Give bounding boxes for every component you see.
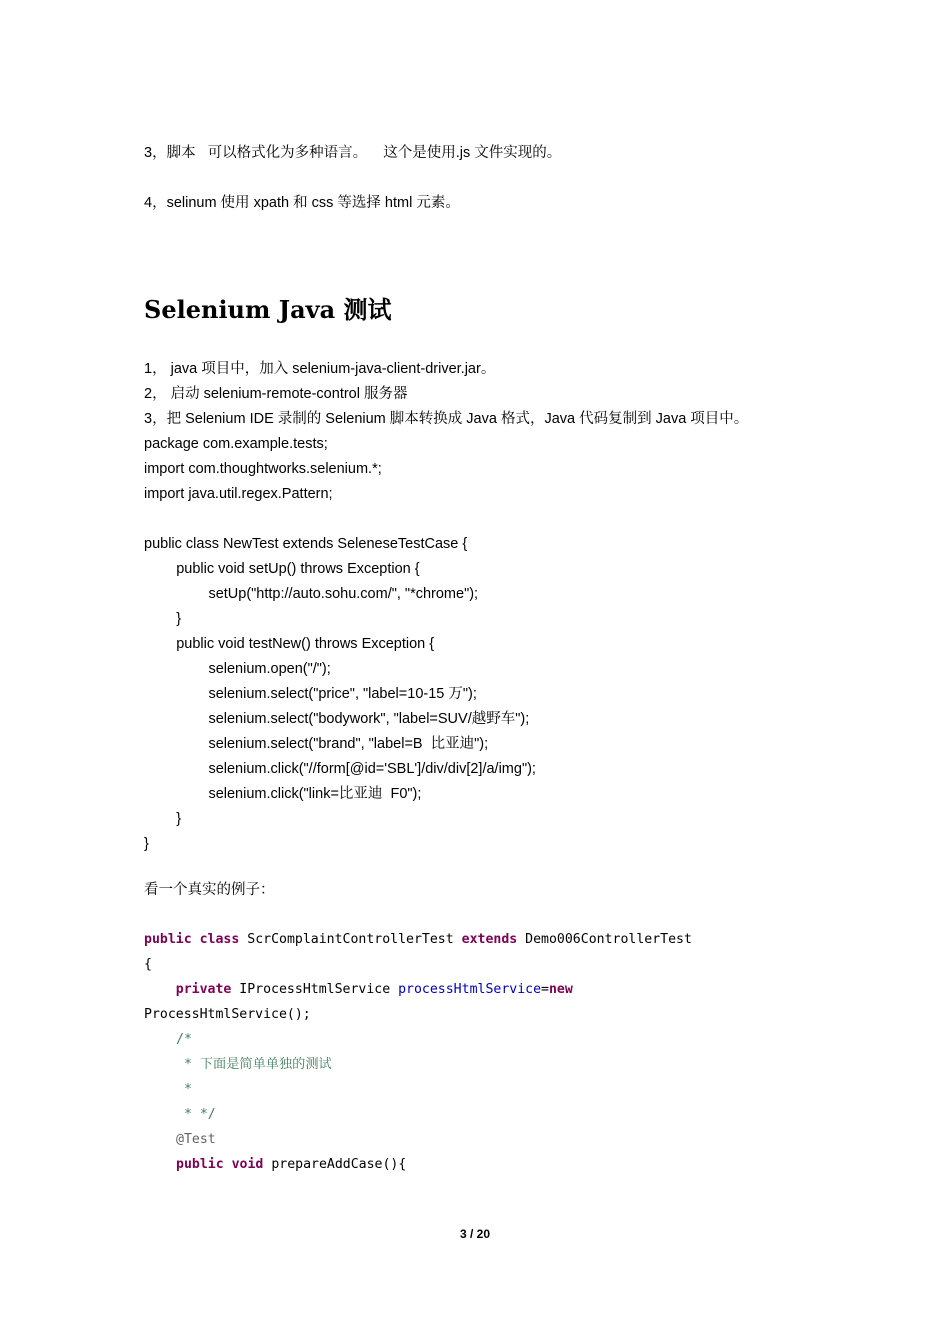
code-line: import java.util.regex.Pattern; xyxy=(144,486,333,502)
code-line: selenium.select("bodywork", "label=SUV/越野车"); xyxy=(144,711,530,727)
page-number: 3 / 20 xyxy=(459,1227,491,1241)
example-intro: 看一个真实的例子： xyxy=(144,882,275,898)
keyword: class xyxy=(199,932,240,947)
code-line: ProcessHtmlService(); xyxy=(144,1007,311,1022)
section-heading: Selenium Java 测试 xyxy=(144,295,392,324)
step-3: 3，把 Selenium IDE 录制的 Selenium 脚本转换成 Java 格式，Java 代码复制到 Java 项目中。 xyxy=(144,411,749,427)
method-signature: prepareAddCase(){ xyxy=(271,1157,407,1172)
keyword: extends xyxy=(461,932,518,947)
intro-line-4: 4，selinum 使用 xpath 和 css 等选择 html 元素。 xyxy=(144,195,460,211)
field-type: IProcessHtmlService xyxy=(239,982,391,997)
keyword: public xyxy=(176,1157,224,1172)
code-line xyxy=(144,981,573,999)
code-line: selenium.click("//form[@id='SBL']/div/div[2]/a/img"); xyxy=(144,761,536,777)
code-line: selenium.select("price", "label=10-15 万"); xyxy=(144,686,477,702)
code-line: selenium.select("brand", "label=B 比亚迪"); xyxy=(144,736,489,752)
code-line: import com.thoughtworks.selenium.*; xyxy=(144,461,382,477)
code-line: package com.example.tests; xyxy=(144,436,328,452)
keyword: new xyxy=(548,982,573,997)
code-line: } xyxy=(144,811,182,827)
comment-line: /* xyxy=(176,1032,192,1047)
intro-line-3: 3，脚本 可以格式化为多种语言。 这个是使用.js 文件实现的。 xyxy=(144,145,562,161)
code-line xyxy=(176,1156,406,1174)
step-2: 2， 启动 selenium-remote-control 服务器 xyxy=(144,386,408,402)
code-line: selenium.click("link=比亚迪 F0"); xyxy=(144,786,422,802)
step-1: 1， java 项目中，加入 selenium-java-client-driver.jar。 xyxy=(144,361,496,377)
code-line: selenium.open("/"); xyxy=(144,661,331,677)
keyword: public xyxy=(144,932,192,947)
code-line: { xyxy=(144,957,152,972)
annotation: @Test xyxy=(176,1132,216,1147)
parent-class: Demo006ControllerTest xyxy=(525,932,692,947)
code-line: public class NewTest extends SeleneseTestCase { xyxy=(144,536,468,552)
assign-operator: = xyxy=(541,982,549,997)
comment-line: * xyxy=(176,1082,192,1097)
comment-line: * */ xyxy=(176,1107,216,1122)
comment-line: * 下面是简单单独的测试 xyxy=(176,1057,332,1072)
keyword: private xyxy=(175,982,232,997)
code-line: public void setUp() throws Exception { xyxy=(144,561,420,577)
code-line: public void testNew() throws Exception { xyxy=(144,636,435,652)
class-name: ScrComplaintControllerTest xyxy=(247,932,454,947)
field-name: processHtmlService xyxy=(398,982,542,997)
code-line: } xyxy=(144,836,149,852)
keyword: void xyxy=(231,1157,264,1172)
code-line: setUp("http://auto.sohu.com/", "*chrome"); xyxy=(144,586,479,602)
code-line xyxy=(144,931,692,949)
code-line: } xyxy=(144,611,182,627)
